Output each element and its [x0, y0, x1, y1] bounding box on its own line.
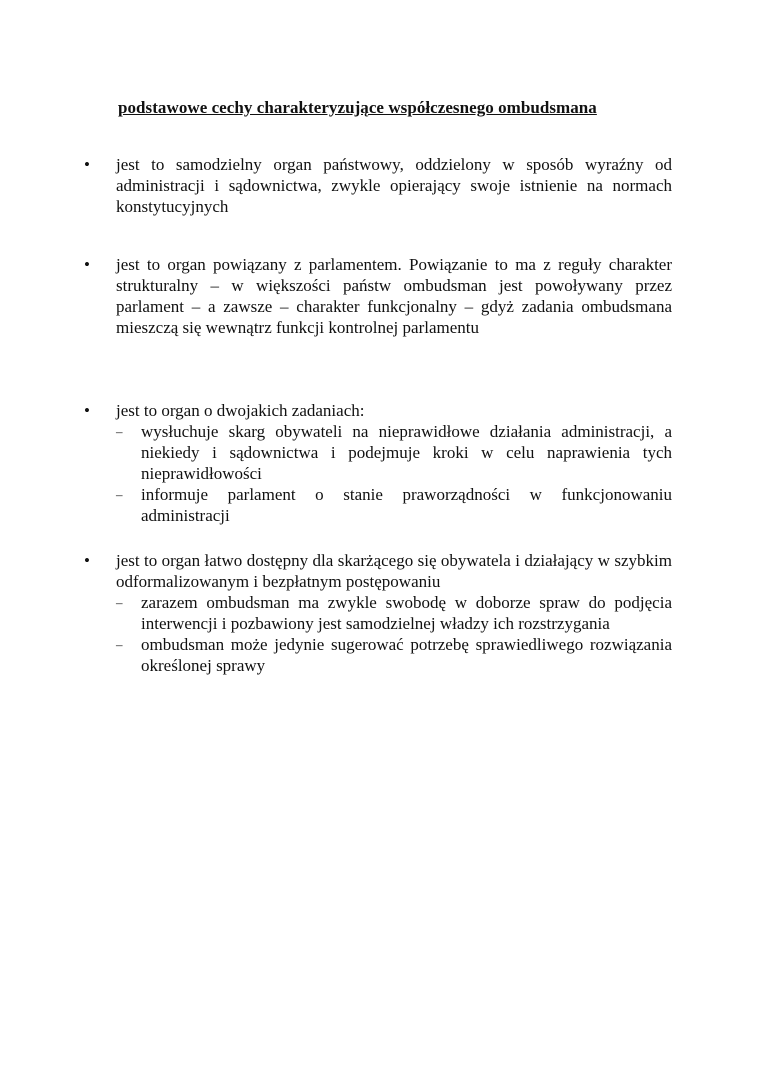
- sub-list-item-text: wysłuchuje skarg obywateli na nieprawidłowe działania administracji, a niekiedy i sądownictwa i podejmuje kroki w celu naprawienia tych nieprawidłowości: [141, 422, 672, 483]
- list-item-text: jest to organ powiązany z parlamentem. Powiązanie to ma z reguły charakter strukturalny – w większości państw ombudsman jest powoływany przez parlament – a zawsze – charakter funkcjonalny – gdyż zadania ombudsmana mieszczą się wewnątrz funkcji kontrolnej parlamentu: [116, 255, 672, 337]
- sub-list-item: [116, 484, 672, 526]
- dash-icon: –: [116, 487, 123, 502]
- sub-list: [84, 592, 672, 676]
- list-item-text: jest to organ o dwojakich zadaniach:: [116, 401, 365, 420]
- list-item: [84, 400, 672, 526]
- sub-list-item: [116, 592, 672, 634]
- dash-icon: –: [116, 595, 123, 610]
- bullet-icon: •: [84, 551, 90, 570]
- list-item: [84, 154, 672, 217]
- list-item: [84, 550, 672, 676]
- sub-list-item: [116, 634, 672, 676]
- sub-list-item-text: ombudsman może jedynie sugerować potrzebę sprawiedliwego rozwiązania określonej sprawy: [141, 635, 672, 675]
- list-item-text: jest to organ łatwo dostępny dla skarżącego się obywatela i działający w szybkim odformalizowanym i bezpłatnym postępowaniu: [116, 551, 672, 591]
- dash-icon: –: [116, 424, 123, 439]
- sub-list-item: [116, 421, 672, 484]
- bullet-icon: •: [84, 155, 90, 174]
- sub-list-item-text: zarazem ombudsman ma zwykle swobodę w doborze spraw do podjęcia interwencji i pozbawiony jest samodzielnej władzy ich rozstrzygania: [141, 593, 672, 633]
- list-item-text: jest to samodzielny organ państwowy, oddzielony w sposób wyraźny od administracji i sądownictwa, zwykle opierający swoje istnienie na normach konstytucyjnych: [116, 155, 672, 216]
- dash-icon: –: [116, 637, 123, 652]
- document-title: podstawowe cechy charakteryzujące współczesnego ombudsmana: [118, 98, 597, 117]
- sub-list: [84, 421, 672, 526]
- sub-list-item-text: informuje parlament o stanie praworządności w funkcjonowaniu administracji: [141, 485, 672, 525]
- bullet-icon: •: [84, 255, 90, 274]
- list-item: [84, 254, 672, 338]
- bullet-icon: •: [84, 401, 90, 420]
